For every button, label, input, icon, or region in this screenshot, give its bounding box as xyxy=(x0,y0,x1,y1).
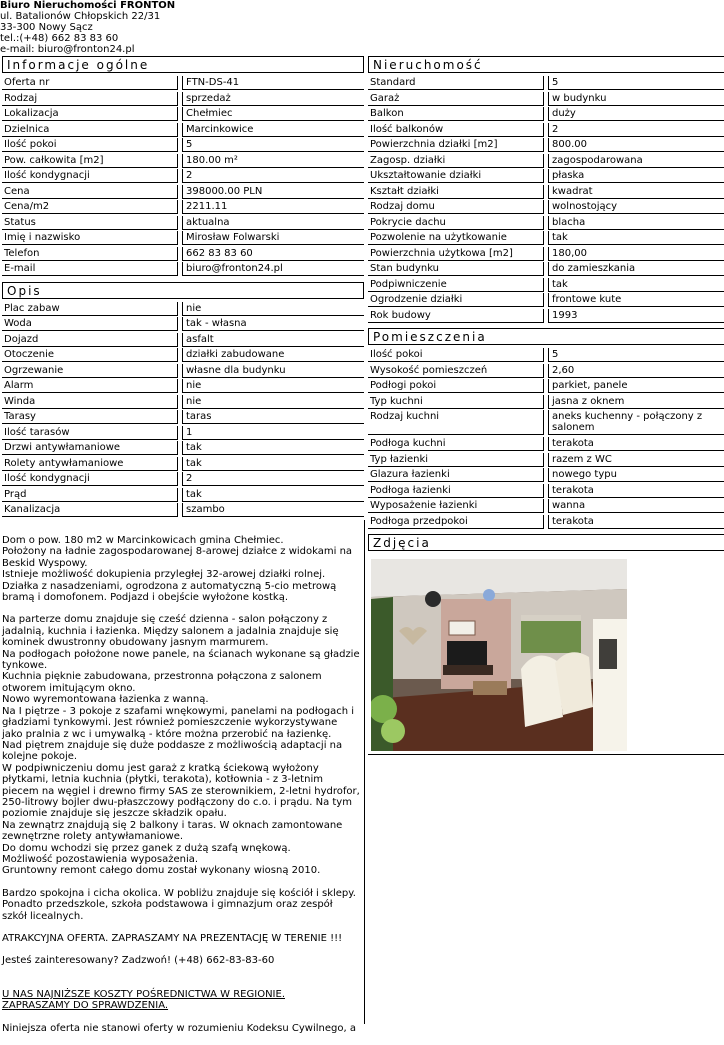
row-value: terakota xyxy=(548,484,724,498)
row-label: Balkon xyxy=(368,107,544,121)
row-value: do zamieszkania xyxy=(548,262,724,276)
table-row xyxy=(2,92,364,108)
row-label: Tarasy xyxy=(2,410,178,424)
opis-table xyxy=(2,302,364,519)
table-row xyxy=(368,76,724,92)
row-label: Powierzchnia użytkowa [m2] xyxy=(368,247,544,261)
description-paragraph: ATRAKCYJNA OFERTA. ZAPRASZAMY NA PREZENTACJĘ W TERENIE !!! xyxy=(2,933,343,944)
row-value: aktualna xyxy=(182,216,364,230)
row-value: aneks kuchenny - połączony z salonem xyxy=(548,410,724,435)
table-row xyxy=(2,333,364,349)
agency-street: ul. Batalionów Chłopskich 22/31 xyxy=(0,11,161,22)
row-label: Wyposażenie łazienki xyxy=(368,499,544,513)
row-value: 5 xyxy=(548,76,724,90)
row-label: Powierzchnia działki [m2] xyxy=(368,138,544,152)
row-value: własne dla budynku xyxy=(182,364,364,378)
row-label: Plac zabaw xyxy=(2,302,178,316)
row-value: tak - własna xyxy=(182,317,364,331)
table-row xyxy=(368,348,724,364)
row-label: Winda xyxy=(2,395,178,409)
table-row xyxy=(2,216,364,232)
row-label: Ilość kondygnacji xyxy=(2,472,178,486)
row-value: tak xyxy=(182,457,364,471)
table-row xyxy=(368,395,724,411)
rooms-table xyxy=(368,348,724,530)
row-value: frontowe kute xyxy=(548,293,724,307)
table-row xyxy=(2,379,364,395)
table-row xyxy=(368,364,724,380)
row-label: Otoczenie xyxy=(2,348,178,362)
row-label: Podłoga kuchni xyxy=(368,437,544,451)
row-label: Prąd xyxy=(2,488,178,502)
agency-city: 33-300 Nowy Sącz xyxy=(0,22,93,33)
row-value: asfalt xyxy=(182,333,364,347)
row-label: Cena xyxy=(2,185,178,199)
row-value: parkiet, panele xyxy=(548,379,724,393)
table-row xyxy=(368,185,724,201)
table-row xyxy=(368,437,724,453)
right-column xyxy=(368,56,724,554)
row-label: Rok budowy xyxy=(368,309,544,323)
row-value: jasna z oknem xyxy=(548,395,724,409)
row-value: wolnostojący xyxy=(548,200,724,214)
row-label: Ogrzewanie xyxy=(2,364,178,378)
row-label: Alarm xyxy=(2,379,178,393)
row-value: 398000.00 PLN xyxy=(182,185,364,199)
table-row xyxy=(2,247,364,263)
row-label: Drzwi antywłamaniowe xyxy=(2,441,178,455)
table-row xyxy=(2,488,364,504)
row-value: 2,60 xyxy=(548,364,724,378)
table-row xyxy=(368,200,724,216)
property-table xyxy=(368,76,724,324)
general-info-table xyxy=(2,76,364,278)
row-label: Rodzaj domu xyxy=(368,200,544,214)
row-label: Oferta nr xyxy=(2,76,178,90)
row-label: Pokrycie dachu xyxy=(368,216,544,230)
row-label: Glazura łazienki xyxy=(368,468,544,482)
row-label: Zagosp. działki xyxy=(368,154,544,168)
table-row xyxy=(368,123,724,139)
table-row xyxy=(368,278,724,294)
row-value: w budynku xyxy=(548,92,724,106)
table-row xyxy=(2,262,364,278)
description-paragraph: Bardzo spokojna i cicha okolica. W pobliżu znajduje się kościół i sklepy. Ponadto przedszkole, szkoła podstawowa i gimnazjum oraz zespół szkół licealnych. xyxy=(2,887,356,922)
row-value: nie xyxy=(182,379,364,393)
row-value: nie xyxy=(182,302,364,316)
table-row xyxy=(2,107,364,123)
row-label: Podpiwniczenie xyxy=(368,278,544,292)
row-label: Rodzaj xyxy=(2,92,178,106)
row-label: Ilość balkonów xyxy=(368,123,544,137)
description-paragraph: Jesteś zainteresowany? Zadzwoń! (+48) 662-83-83-60 xyxy=(2,955,275,967)
row-value: duży xyxy=(548,107,724,121)
row-label: Imię i nazwisko xyxy=(2,231,178,245)
table-row xyxy=(368,169,724,185)
row-value: tak xyxy=(548,231,724,245)
row-value: 180.00 m² xyxy=(182,154,364,168)
row-label: Lokalizacja xyxy=(2,107,178,121)
table-row xyxy=(368,484,724,500)
table-row xyxy=(2,410,364,426)
row-value: razem z WC xyxy=(548,453,724,467)
row-label: Podłoga przedpokoi xyxy=(368,515,544,529)
description-paragraph: Na parterze domu znajduje się cześć dzienna - salon połączony z jadalnią, kuchnia i łazienka. Między salonem a jadalnia znajduje się kominek dwustronny obudowany jasnym marmurem. Na podłogach położone nowe panele, na ścianach wykonane są gładzie tynkowe. Kuchnia pięknie zabudowana, przestronna połączona z salonem otworem imitującym okno. Nowo wyremontowana łazienka z wanną. Na I piętrze - 3 pokoje z szafami wnękowymi, panelami na podłogach i gładziami tynkowymi. Jest również pomieszczenie wykorzystywane jako pralnia z wc i umywalką - które można przerobić na łazienkę. Nad piętrem znajduje się duże poddasze z możliwością adaptacji na kolejne pokoje. W podpiwniczeniu domu jest garaż z kratką ściekową wyłożony płytkami, letnia kuchnia (płytki, terakota), kotłownia - z 3-letnim piecem na węgiel i drewno firmy SAS ze sterownikiem, 2-letni hydrofor, 250-litrowy bojler dwu-płaszczowy podłączony do c.o. i prądu. Na tym poziomie znajduje się jeszcze składzik opału. Na zewnątrz znajdują się 2 balkony i taras. W oknach zamontowane zewnętrzne rolety antywłamaniowe. Do domu wchodzi się przez ganek z dużą szafą wnękową. Możliwość pozostawienia wyposażenia. Gruntowny remont całego domu został wykonany wiosną 2010. xyxy=(2,614,360,877)
row-label: Telefon xyxy=(2,247,178,261)
opis-section xyxy=(2,282,364,519)
row-value: 180,00 xyxy=(548,247,724,261)
row-value: Marcinkowice xyxy=(182,123,364,137)
row-value: 5 xyxy=(182,138,364,152)
property-heading: Nieruchomość xyxy=(368,56,724,73)
table-row xyxy=(368,262,724,278)
table-row xyxy=(368,138,724,154)
row-value: sprzedaż xyxy=(182,92,364,106)
row-value: tak xyxy=(548,278,724,292)
row-label: Garaż xyxy=(368,92,544,106)
row-value: wanna xyxy=(548,499,724,513)
table-row xyxy=(2,348,364,364)
row-value: terakota xyxy=(548,437,724,451)
rooms-heading: Pomieszczenia xyxy=(368,328,724,345)
row-value: nowego typu xyxy=(548,468,724,482)
living-room-photo[interactable] xyxy=(371,559,627,751)
table-row xyxy=(368,468,724,484)
photos-heading: Zdjęcia xyxy=(368,534,724,551)
row-label: Typ kuchni xyxy=(368,395,544,409)
table-row xyxy=(368,379,724,395)
row-label: Woda xyxy=(2,317,178,331)
description-paragraph: Dom o pow. 180 m2 w Marcinkowicach gmina Chełmiec. Położony na ładnie zagospodarowanej 8-arowej działce z widokami na Beskid Wyspowy. Istnieje możliwość dokupienia przyległej 32-arowej działki rolnej. Działka z nasadzeniami, ogrodzona z automatyczną 5-cio metrową bramą i domofonem. Podjazd i obejście wyłożone kostką. xyxy=(2,535,353,604)
row-label: Cena/m2 xyxy=(2,200,178,214)
photo-frame xyxy=(368,557,724,755)
agency-name: Biuro Nieruchomości FRONTON xyxy=(0,0,176,11)
row-label: Dojazd xyxy=(2,333,178,347)
row-label: Typ łazienki xyxy=(368,453,544,467)
table-row xyxy=(368,499,724,515)
table-row xyxy=(2,503,364,519)
row-value: 662 83 83 60 xyxy=(182,247,364,261)
row-label: Ukształtowanie działki xyxy=(368,169,544,183)
table-row xyxy=(368,154,724,170)
row-value: 2211.11 xyxy=(182,200,364,214)
row-value: płaska xyxy=(548,169,724,183)
row-label: Kanalizacja xyxy=(2,503,178,517)
description-paragraph: Niniejsza oferta nie stanowi oferty w rozumieniu Kodeksu Cywilnego, a xyxy=(2,1022,356,1034)
row-label: Podłoga łazienki xyxy=(368,484,544,498)
row-value: 2 xyxy=(182,472,364,486)
table-row xyxy=(2,395,364,411)
row-value: nie xyxy=(182,395,364,409)
table-row xyxy=(2,76,364,92)
description-paragraph: U NAS NAJNIŻSZE KOSZTY POŚREDNICTWA W REGIONIE. ZAPRASZAMY DO SPRAWDZENIA. xyxy=(2,988,285,1012)
general-info-heading: Informacje ogólne xyxy=(2,56,364,73)
row-value: 800.00 xyxy=(548,138,724,152)
table-row xyxy=(2,302,364,318)
row-label: Podłogi pokoi xyxy=(368,379,544,393)
table-row xyxy=(2,185,364,201)
row-label: Status xyxy=(2,216,178,230)
row-label: Stan budynku xyxy=(368,262,544,276)
row-value: FTN-DS-41 xyxy=(182,76,364,90)
table-row xyxy=(368,293,724,309)
row-label: Ilość tarasów xyxy=(2,426,178,440)
row-value: zagospodarowana xyxy=(548,154,724,168)
property-section xyxy=(368,56,724,324)
table-row xyxy=(2,123,364,139)
row-value: biuro@fronton24.pl xyxy=(182,262,364,276)
row-value: 1 xyxy=(182,426,364,440)
row-value: tak xyxy=(182,488,364,502)
table-row xyxy=(2,200,364,216)
table-row xyxy=(368,410,724,437)
row-label: Ilość pokoi xyxy=(368,348,544,362)
row-value: terakota xyxy=(548,515,724,529)
row-label: Rolety antywłamaniowe xyxy=(2,457,178,471)
column-divider xyxy=(364,520,365,1024)
agency-header xyxy=(0,0,175,55)
row-value: blacha xyxy=(548,216,724,230)
table-row xyxy=(368,107,724,123)
table-row xyxy=(2,472,364,488)
row-label: Dzielnica xyxy=(2,123,178,137)
agency-phone: tel.:(+48) 662 83 83 60 xyxy=(0,33,119,44)
row-label: Ilość kondygnacji xyxy=(2,169,178,183)
row-value: tak xyxy=(182,441,364,455)
row-label: Standard xyxy=(368,76,544,90)
left-column xyxy=(2,56,364,523)
table-row xyxy=(368,92,724,108)
general-info-section xyxy=(2,56,364,278)
row-value: Mirosław Folwarski xyxy=(182,231,364,245)
row-label: Ilość pokoi xyxy=(2,138,178,152)
row-value: 2 xyxy=(548,123,724,137)
offer-description xyxy=(2,535,360,1045)
table-row xyxy=(2,426,364,442)
rooms-section xyxy=(368,328,724,530)
table-row xyxy=(2,364,364,380)
row-value: kwadrat xyxy=(548,185,724,199)
row-value: taras xyxy=(182,410,364,424)
table-row xyxy=(2,231,364,247)
table-row xyxy=(2,154,364,170)
agency-email: e-mail: biuro@fronton24.pl xyxy=(0,44,135,55)
table-row xyxy=(368,515,724,531)
row-label: Ogrodzenie działki xyxy=(368,293,544,307)
table-row xyxy=(2,441,364,457)
table-row xyxy=(368,247,724,263)
row-value: 1993 xyxy=(548,309,724,323)
row-label: E-mail xyxy=(2,262,178,276)
row-value: działki zabudowane xyxy=(182,348,364,362)
table-row xyxy=(368,216,724,232)
row-label: Rodzaj kuchni xyxy=(368,410,544,435)
row-value: 5 xyxy=(548,348,724,362)
row-label: Kształt działki xyxy=(368,185,544,199)
row-value: szambo xyxy=(182,503,364,517)
row-value: 2 xyxy=(182,169,364,183)
table-row xyxy=(2,138,364,154)
table-row xyxy=(2,169,364,185)
row-value: Chełmiec xyxy=(182,107,364,121)
row-label: Pozwolenie na użytkowanie xyxy=(368,231,544,245)
row-label: Pow. całkowita [m2] xyxy=(2,154,178,168)
opis-heading: Opis xyxy=(2,282,364,299)
table-row xyxy=(368,309,724,325)
table-row xyxy=(368,453,724,469)
table-row xyxy=(368,231,724,247)
row-label: Wysokość pomieszczeń xyxy=(368,364,544,378)
table-row xyxy=(2,317,364,333)
table-row xyxy=(2,457,364,473)
